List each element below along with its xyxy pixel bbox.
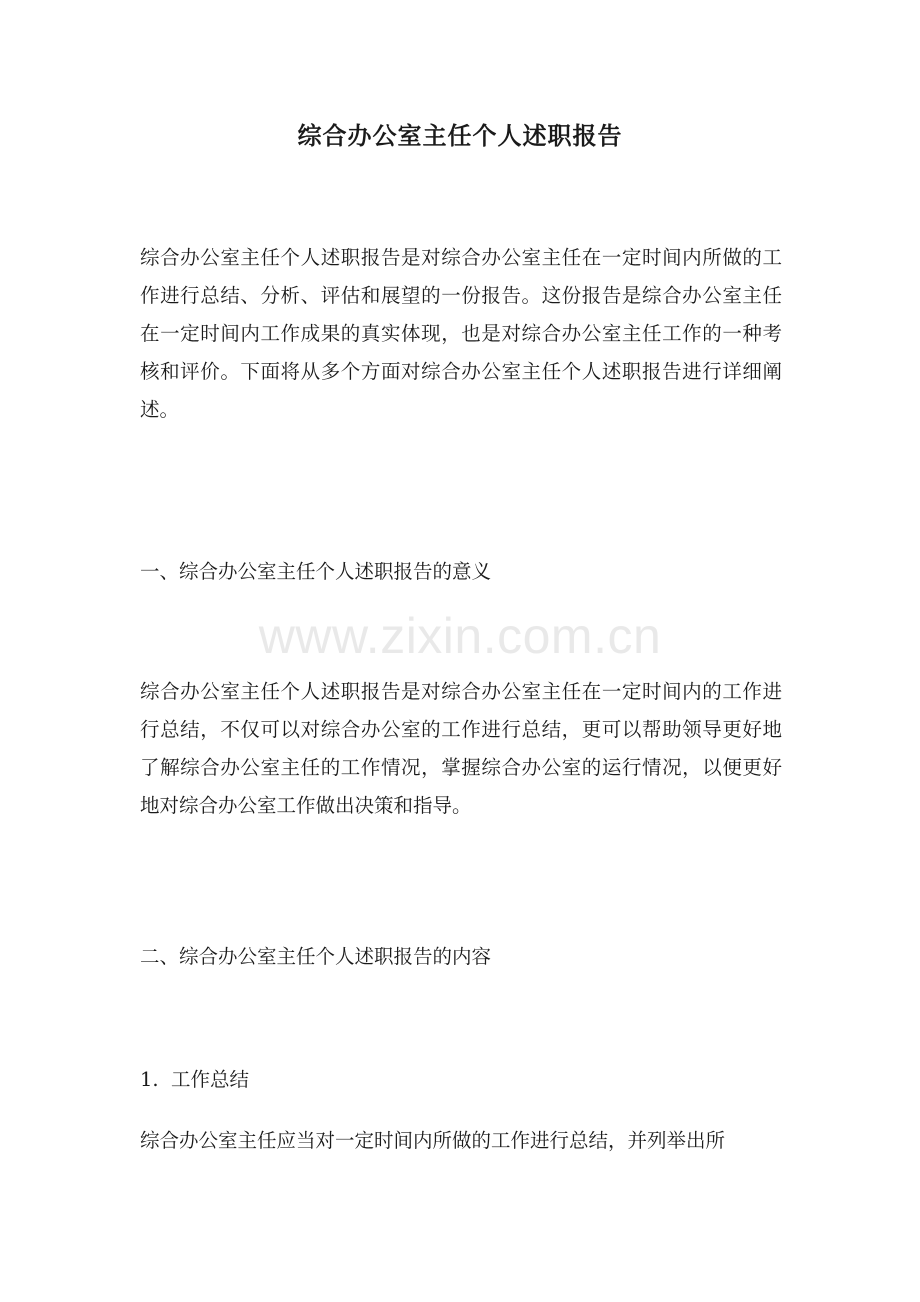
subsection-1-heading: 1. 工作总结 [140,1068,250,1091]
subsection-1-paragraph: 综合办公室主任应当对一定时间内所做的工作进行总结，并列举出所 [140,1129,726,1152]
watermark-text: www.zixin.com.cn [258,608,662,664]
section-1-heading: 一、综合办公室主任个人述职报告的意义 [140,560,492,583]
intro-paragraph: 综合办公室主任个人述职报告是对综合办公室主任在一定时间内所做的工作进行总结、分析、评估和展望的一份报告。这份报告是综合办公室主任在一定时间内工作成果的真实体现，也是对综合办公室主任工作的一种考核和评价。下面将从多个方面对综合办公室主任个人述职报告进行详细阐述。 [140,246,782,421]
section-2-heading: 二、综合办公室主任个人述职报告的内容 [140,945,492,968]
section-1-paragraph: 综合办公室主任个人述职报告是对综合办公室主任在一定时间内的工作进行总结，不仅可以对综合办公室的工作进行总结，更可以帮助领导更好地了解综合办公室主任的工作情况，掌握综合办公室的运行情况，以便更好地对综合办公室工作做出决策和指导。 [140,680,782,817]
document-title: 综合办公室主任个人述职报告 [297,121,623,150]
